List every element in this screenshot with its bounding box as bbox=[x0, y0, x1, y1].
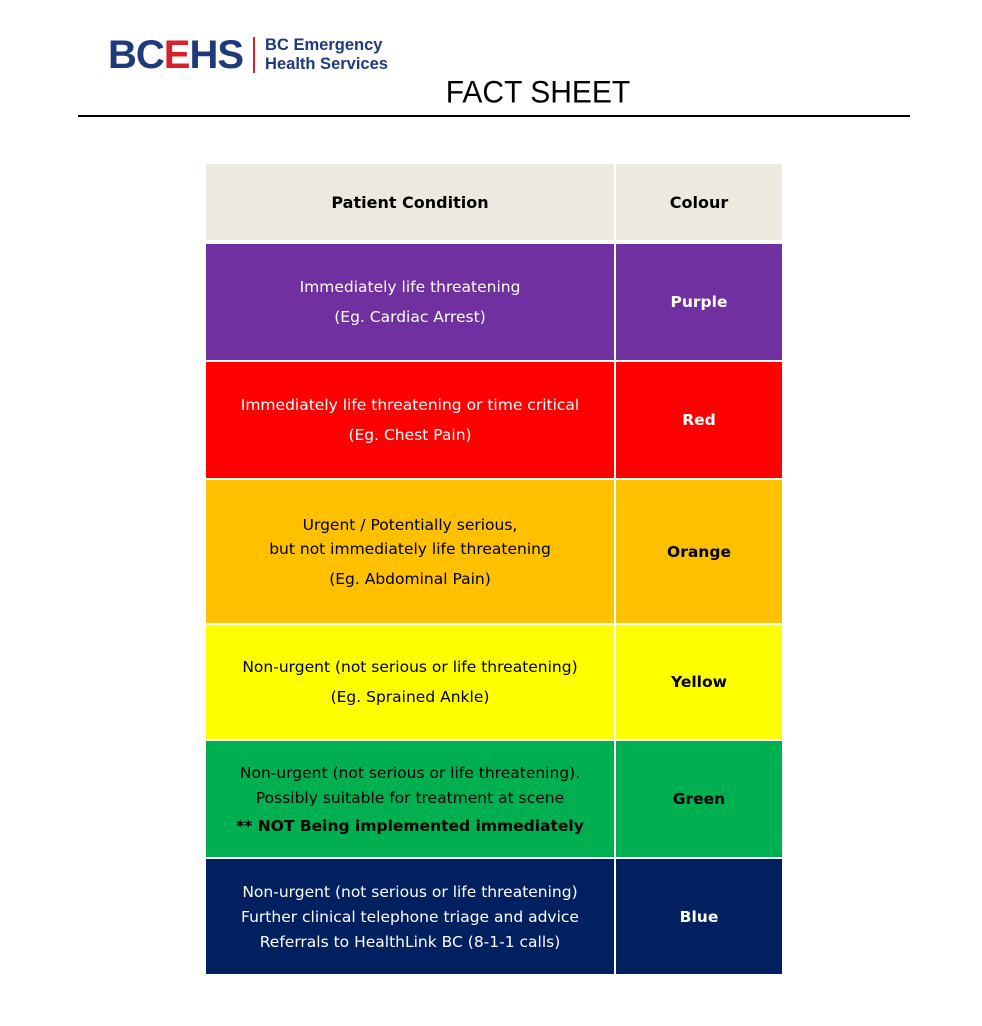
condition-example: (Eg. Abdominal Pain) bbox=[329, 569, 491, 588]
table-header-row bbox=[206, 164, 782, 244]
triage-colour-table bbox=[206, 164, 782, 974]
colour-cell: Yellow bbox=[616, 625, 782, 739]
table-row-red bbox=[206, 362, 782, 480]
condition-line: Referrals to HealthLink BC (8-1-1 calls) bbox=[259, 932, 561, 951]
bcehs-logo bbox=[108, 34, 388, 76]
colour-cell: Orange bbox=[616, 480, 782, 623]
page-title: FACT SHEET bbox=[445, 75, 631, 110]
logo-text bbox=[265, 36, 388, 74]
condition-example: (Eg. Sprained Ankle) bbox=[330, 688, 490, 706]
condition-example: (Eg. Chest Pain) bbox=[348, 426, 472, 444]
condition-line: Non-urgent (not serious or life threatening). bbox=[239, 763, 581, 782]
header-rule bbox=[78, 115, 910, 117]
condition-cell bbox=[206, 625, 616, 739]
header-colour: Colour bbox=[669, 192, 729, 212]
condition-line: Immediately life threatening or time critical bbox=[240, 396, 580, 414]
colour-cell: Green bbox=[616, 741, 782, 857]
condition-line: Possibly suitable for treatment at scene bbox=[255, 788, 565, 807]
condition-line: Non-urgent (not serious or life threatening) bbox=[242, 658, 578, 676]
condition-note: ** NOT Being implemented immediately bbox=[236, 816, 584, 835]
table-row-green bbox=[206, 741, 782, 859]
logo-line-1: BC Emergency bbox=[265, 36, 383, 54]
header-patient-condition: Patient Condition bbox=[206, 164, 616, 240]
condition-cell bbox=[206, 859, 616, 974]
table-row-orange bbox=[206, 480, 782, 625]
condition-cell bbox=[206, 244, 616, 360]
table-row-purple bbox=[206, 244, 782, 362]
table-row-yellow bbox=[206, 625, 782, 741]
condition-line: Further clinical telephone triage and advice bbox=[241, 907, 579, 926]
condition-cell bbox=[206, 480, 616, 623]
logo-line-2: Health Services bbox=[265, 55, 388, 73]
condition-cell bbox=[206, 362, 616, 478]
condition-line: but not immediately life threatening bbox=[269, 539, 551, 558]
logo-acronym: BCEHS bbox=[108, 33, 244, 77]
colour-cell: Purple bbox=[616, 244, 782, 360]
colour-cell: Blue bbox=[616, 859, 782, 974]
table-row-blue bbox=[206, 859, 782, 974]
colour-cell: Red bbox=[616, 362, 782, 478]
condition-cell bbox=[206, 741, 616, 857]
condition-example: (Eg. Cardiac Arrest) bbox=[334, 308, 486, 326]
logo-divider bbox=[253, 37, 255, 73]
condition-line: Immediately life threatening bbox=[299, 278, 521, 296]
condition-line: Urgent / Potentially serious, bbox=[302, 515, 518, 534]
condition-line: Non-urgent (not serious or life threatening) bbox=[242, 882, 578, 901]
